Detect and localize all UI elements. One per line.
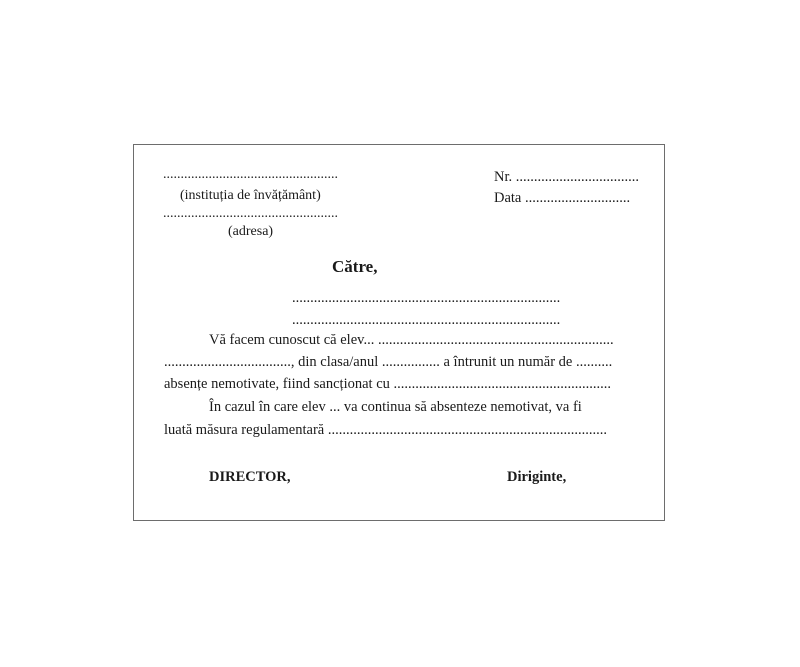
director-signature-label: DIRECTOR,: [209, 469, 291, 485]
body-line-1: Vă facem cunoscut că elev... .................................................................: [209, 332, 614, 348]
address-dotted-line: ..................................................: [163, 206, 338, 221]
diriginte-signature-label: Diriginte,: [507, 469, 567, 485]
addressee-line-2: ..........................................................................: [292, 312, 561, 328]
body-line-5: luată măsura regulamentară .............................................................................: [164, 422, 607, 438]
body-line-2: ..................................., din clasa/anul ................ a întrunit un număr de ..........: [164, 354, 613, 370]
body-line-3: absențe nemotivate, fiind sancționat cu ............................................................: [164, 376, 612, 392]
body-line-4: În cazul în care elev ... va continua să absenteze nemotivat, va fi: [209, 399, 582, 415]
institution-dotted-line: ..................................................: [163, 167, 338, 182]
addressee-line-1: ..........................................................................: [292, 290, 561, 306]
document-date-field: Data .............................: [494, 190, 631, 206]
addressee-title: Către,: [332, 257, 378, 276]
address-label: (adresa): [228, 224, 274, 239]
document-number-field: Nr. ..................................: [494, 169, 639, 185]
institution-label: (instituția de învățământ): [180, 188, 321, 203]
